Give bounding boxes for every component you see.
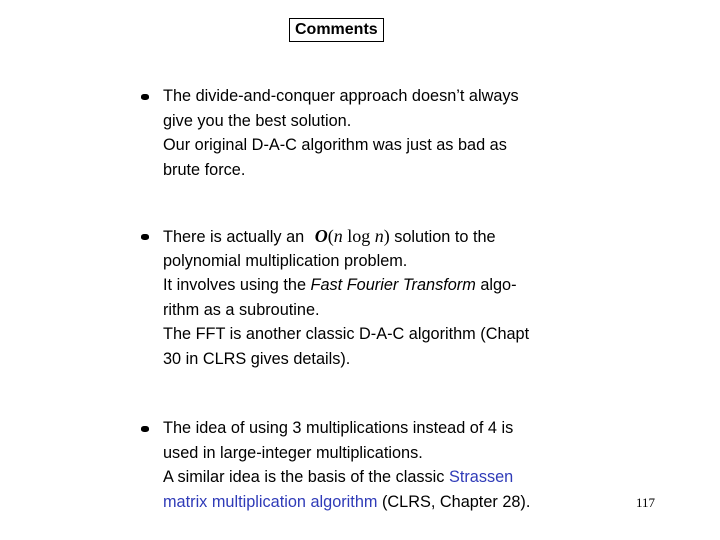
bullet-3-line-3-pre: A similar idea is the basis of the classic <box>163 468 449 486</box>
page-number: 117 <box>636 495 656 510</box>
bullet-2-line-1-pre: There is actually an <box>163 228 305 246</box>
fft-term: Fast Fourier Transform <box>310 276 476 294</box>
bullet-2-line-1-post: solution to the <box>394 228 496 246</box>
formula-log: log <box>342 226 375 246</box>
bullet-2-line-3-pre: It involves using the <box>163 276 311 294</box>
bullet-1-line-3: Our original D-A-C algorithm was just as bad as <box>163 136 507 154</box>
complexity-formula <box>315 226 395 246</box>
bullet-dot-icon <box>141 234 149 240</box>
bullet-dot-icon <box>141 426 149 432</box>
bullet-3-line-4-post: (CLRS, Chapter 28). <box>377 492 531 511</box>
bullet-3-line-1: The idea of using 3 multiplications instead of 4 is <box>163 419 514 437</box>
big-o-symbol: O <box>314 226 328 246</box>
bullet-2-line-5: The FFT is another classic D-A-C algorithm (Chapt <box>163 325 530 343</box>
bullet-2-line-1 <box>163 224 529 249</box>
bullet-2-line-2: polynomial multiplication problem. <box>163 251 408 270</box>
bullet-2-line-6: 30 in CLRS gives details). <box>163 349 351 368</box>
slide-title: Comments <box>289 18 384 42</box>
bullet-1-line-1: The divide-and-conquer approach doesn’t always <box>163 87 519 105</box>
bullet-1-line-2: give you the best solution. <box>163 111 352 130</box>
formula-n-1: n <box>333 226 343 246</box>
formula-n-2: n <box>374 226 384 246</box>
bullet-2-line-4: rithm as a subroutine. <box>163 300 320 319</box>
bullet-1-line-4: brute force. <box>163 160 246 179</box>
bullet-2-line-3 <box>163 273 529 298</box>
bullet-3-line-4 <box>163 490 530 515</box>
bullet-2-line-3-post: algo- <box>475 276 517 294</box>
formula-close-paren: ) <box>383 226 390 246</box>
strassen-term: Strassen <box>448 468 514 486</box>
strassen-algorithm-term: matrix multiplication algorithm <box>163 492 378 511</box>
bullet-3-line-2: used in large-integer multiplications. <box>163 443 423 462</box>
bullet-3-line-3 <box>163 465 530 490</box>
formula-open-paren: ( <box>327 226 334 246</box>
bullet-dot-icon <box>141 94 149 100</box>
